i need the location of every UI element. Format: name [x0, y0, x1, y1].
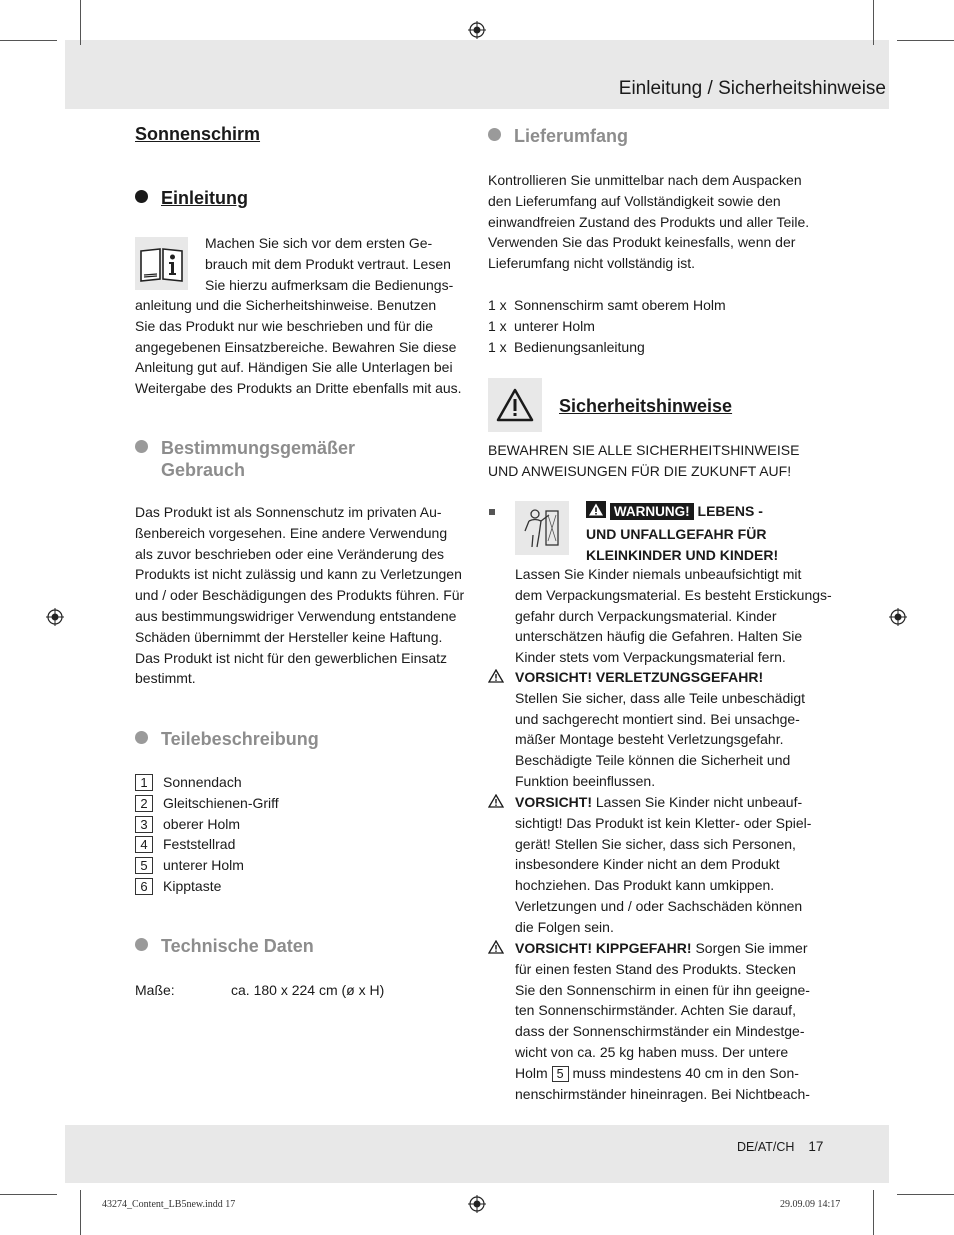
text-line: ten Sonnenschirmständer. Achten Sie darauf, [515, 1002, 796, 1019]
section-einleitung [135, 188, 248, 209]
slug-datetime: 29.09.09 14:17 [780, 1199, 841, 1210]
text-line: Beschädigte Teile können die Sicherheit und [515, 752, 791, 769]
bullet-icon [135, 731, 148, 744]
text-line: Sie das Produkt nur wie beschrieben und für die [135, 317, 434, 334]
caution-triangle-icon [488, 794, 504, 808]
section-heading: Technische Daten [161, 936, 314, 956]
text-line: aus bestimmungswidriger Verwendung entstandene [135, 607, 457, 624]
text-line: Funktion beeinflussen. [515, 772, 656, 789]
header-title: Einleitung / Sicherheitshinweise [618, 78, 886, 99]
text-line: Anleitung gut auf. Händigen Sie alle Unterlagen bei [135, 359, 453, 376]
text-line: Verwenden Sie das Produkt keinesfalls, wenn der [488, 234, 796, 251]
quantity: 1 x [488, 297, 507, 313]
text-line: die Folgen sein. [515, 918, 614, 935]
part-number: 2 [135, 795, 153, 812]
parts-list [135, 772, 475, 897]
text-line: mäßer Montage besteht Verletzungsgefahr. [515, 731, 784, 748]
warning-small-icon [586, 501, 606, 524]
list-item [135, 814, 475, 835]
text-line: Sie hierzu aufmerksam die Bedienungs- [205, 276, 454, 293]
part-number: 6 [135, 878, 153, 895]
text-line: den Lieferumfang auf Vollständigkeit sowie den [488, 192, 781, 209]
text-line: gefahr durch Verpackungsmaterial. Kinder [515, 607, 777, 624]
text-line: Produkts ist nicht zulässig und kann zu Verletzungen [135, 566, 462, 583]
text-line: Sorgen Sie immer [695, 940, 808, 956]
text-line: UND ANWEISUNGEN FÜR DIE ZUKUNFT AUF! [488, 462, 792, 479]
tech-data-row [135, 980, 475, 1001]
einleitung-text [135, 295, 475, 399]
part-number: 1 [135, 774, 153, 791]
quantity: 1 x [488, 317, 507, 334]
caution-title: VORSICHT! KIPPGEFAHR! [515, 940, 692, 956]
list-item [135, 772, 475, 793]
text-line: unterschätzen häufig die Gefahren. Halten Sie [515, 628, 803, 645]
square-bullet-icon [489, 509, 495, 515]
part-number: 4 [135, 836, 153, 853]
section-heading: Teilebeschreibung [161, 729, 319, 749]
text-line: angegebenen Einsatzbereiche. Bewahren Sie diese [135, 338, 457, 355]
list-item [135, 793, 475, 814]
list-item [135, 855, 475, 876]
text-line: Stellen Sie sicher, dass alle Teile unbeschädigt [515, 689, 806, 706]
warning-badge: WARNUNG! [610, 503, 694, 520]
caution-injury [515, 667, 835, 792]
registration-mark-icon [46, 608, 64, 626]
registration-mark-icon [889, 608, 907, 626]
text-line: Machen Sie sich vor dem ersten Ge- [205, 235, 433, 251]
text-line: sichtigt! Das Produkt ist kein Kletter- oder Spiel- [515, 814, 812, 831]
text-line: Das Produkt ist als Sonnenschutz im privaten Au- [135, 504, 442, 520]
bullet-icon [135, 190, 148, 203]
part-number: 3 [135, 816, 153, 833]
section-lieferumfang [488, 126, 628, 147]
text-line: bestimmt. [135, 670, 196, 687]
section-heading: Sicherheitshinweise [559, 396, 733, 416]
safety-caps-notice [488, 440, 828, 482]
caution-triangle-icon [488, 669, 504, 683]
part-label: oberer Holm [163, 815, 241, 832]
bullet-icon [135, 440, 148, 453]
tech-label: Maße: [135, 982, 175, 998]
warning-title-line: LEBENS - [697, 503, 763, 519]
lieferumfang-text [488, 170, 833, 274]
warning-triangle-icon [488, 378, 542, 432]
text-line: dem Verpackungsmaterial. Es besteht Erstickungs- [515, 586, 832, 603]
list-item [135, 876, 475, 897]
language-code: DE/AT/CH [737, 1140, 795, 1154]
text-line: Schäden übernimmt der Hersteller keine Haftung. [135, 628, 443, 645]
text-line: als zuvor beschrieben oder eine Veränderung des [135, 545, 444, 562]
registration-mark-icon [468, 21, 486, 39]
list-item [135, 834, 475, 855]
text-line: dass der Sonnenschirmständer ein Mindestge- [515, 1023, 805, 1040]
bestimmung-text [135, 502, 475, 689]
caution-title: VORSICHT! VERLETZUNGSGEFAHR! [515, 669, 764, 685]
text-line: Sie den Sonnenschirm in einen für ihn geeigne- [515, 981, 810, 998]
einleitung-text-top [205, 233, 475, 295]
item-label: Bedienungsanleitung [514, 338, 645, 355]
text-line: Weitergabe des Produkts an Dritte ebenfalls mit aus. [135, 380, 462, 397]
info-book-icon [135, 237, 188, 290]
text-line: Lieferumfang nicht vollständig ist. [488, 255, 695, 272]
page-number: 17 [808, 1139, 824, 1154]
item-label: Sonnenschirm samt oberem Holm [514, 297, 726, 313]
part-number: 5 [552, 1066, 569, 1082]
text-line: Lassen Sie Kinder nicht unbeauf- [595, 794, 803, 810]
caution-title: VORSICHT! [515, 794, 592, 810]
text-line: Verletzungen und / oder Sachschäden können [515, 897, 803, 914]
part-label: Gleitschienen-Griff [163, 794, 279, 811]
text-line: insbesondere Kinder nicht an dem Produkt [515, 856, 780, 873]
bullet-icon [135, 938, 148, 951]
text-line: nenschirmständer hineinragen. Bei Nichtbeach- [515, 1085, 810, 1102]
section-technik [135, 936, 314, 957]
registration-mark-icon [468, 1195, 486, 1213]
text-line: ßenbereich vorgesehen. Eine andere Verwendung [135, 524, 448, 541]
footer-band [65, 1125, 889, 1183]
part-number: 5 [135, 857, 153, 874]
section-bestimmung [135, 437, 355, 481]
text-line: einwandfreien Zustand des Produkts und aller Teile. [488, 213, 810, 230]
document-title: Sonnenschirm [135, 124, 261, 144]
section-heading: Lieferumfang [514, 126, 629, 146]
item-label: unterer Holm [514, 317, 595, 334]
part-label: Feststellrad [163, 836, 236, 853]
quantity: 1 x [488, 338, 507, 355]
text-line: Holm [515, 1064, 548, 1081]
text-line: Das Produkt ist nicht für den gewerblichen Einsatz [135, 649, 448, 666]
text-line: hochziehen. Das Produkt kann umkippen. [515, 877, 775, 894]
caution-tipping [515, 938, 835, 1104]
section-heading: Bestimmungsgemäßer [161, 438, 356, 458]
footer-language [737, 1139, 823, 1154]
section-heading: Gebrauch [161, 460, 246, 480]
caution-triangle-icon [488, 940, 504, 954]
list-item [488, 295, 833, 316]
caution-children [515, 792, 835, 938]
section-teile [135, 729, 319, 750]
section-heading: Einleitung [161, 188, 248, 208]
slug-filename: 43274_Content_LB5new.indd 17 [102, 1199, 236, 1210]
bullet-icon [488, 128, 501, 141]
warning-title-line: KLEINKINDER UND KINDER! [586, 546, 779, 563]
text-line: für einen festen Stand des Produkts. Stecken [515, 960, 796, 977]
text-line: anleitung und die Sicherheitshinweise. Benutzen [135, 297, 437, 313]
text-line: muss mindestens 40 cm in den Son- [572, 1064, 799, 1081]
text-line: Kinder stets vom Verpackungsmaterial fern. [515, 649, 786, 666]
text-line: BEWAHREN SIE ALLE SICHERHEITSHINWEISE [488, 442, 800, 458]
part-label: Kipptaste [163, 877, 222, 894]
text-line: und sachgerecht montiert sind. Bei unsachge- [515, 710, 800, 727]
scope-list [488, 295, 833, 357]
text-line: und / oder Beschädigungen des Produkts führen. Für [135, 587, 465, 604]
text-line: brauch mit dem Produkt vertraut. Lesen [205, 255, 451, 272]
part-label: Sonnendach [163, 774, 242, 790]
tech-value: ca. 180 x 224 cm (ø x H) [231, 982, 385, 998]
text-line: wicht von ca. 25 kg haben muss. Der untere [515, 1043, 789, 1060]
text-line: Lassen Sie Kinder niemals unbeaufsichtigt mit [515, 566, 802, 582]
warning-title [586, 501, 831, 565]
part-label: unterer Holm [163, 857, 244, 874]
warning-title-line: UND UNFALLGEFAHR FÜR [586, 525, 767, 542]
text-line: gerät! Stellen Sie sicher, dass sich Personen, [515, 835, 796, 852]
text-line: Kontrollieren Sie unmittelbar nach dem Auspacken [488, 172, 802, 188]
warning-text [515, 564, 835, 668]
list-item [488, 337, 833, 358]
list-item [488, 316, 833, 337]
child-warning-icon [515, 501, 569, 555]
